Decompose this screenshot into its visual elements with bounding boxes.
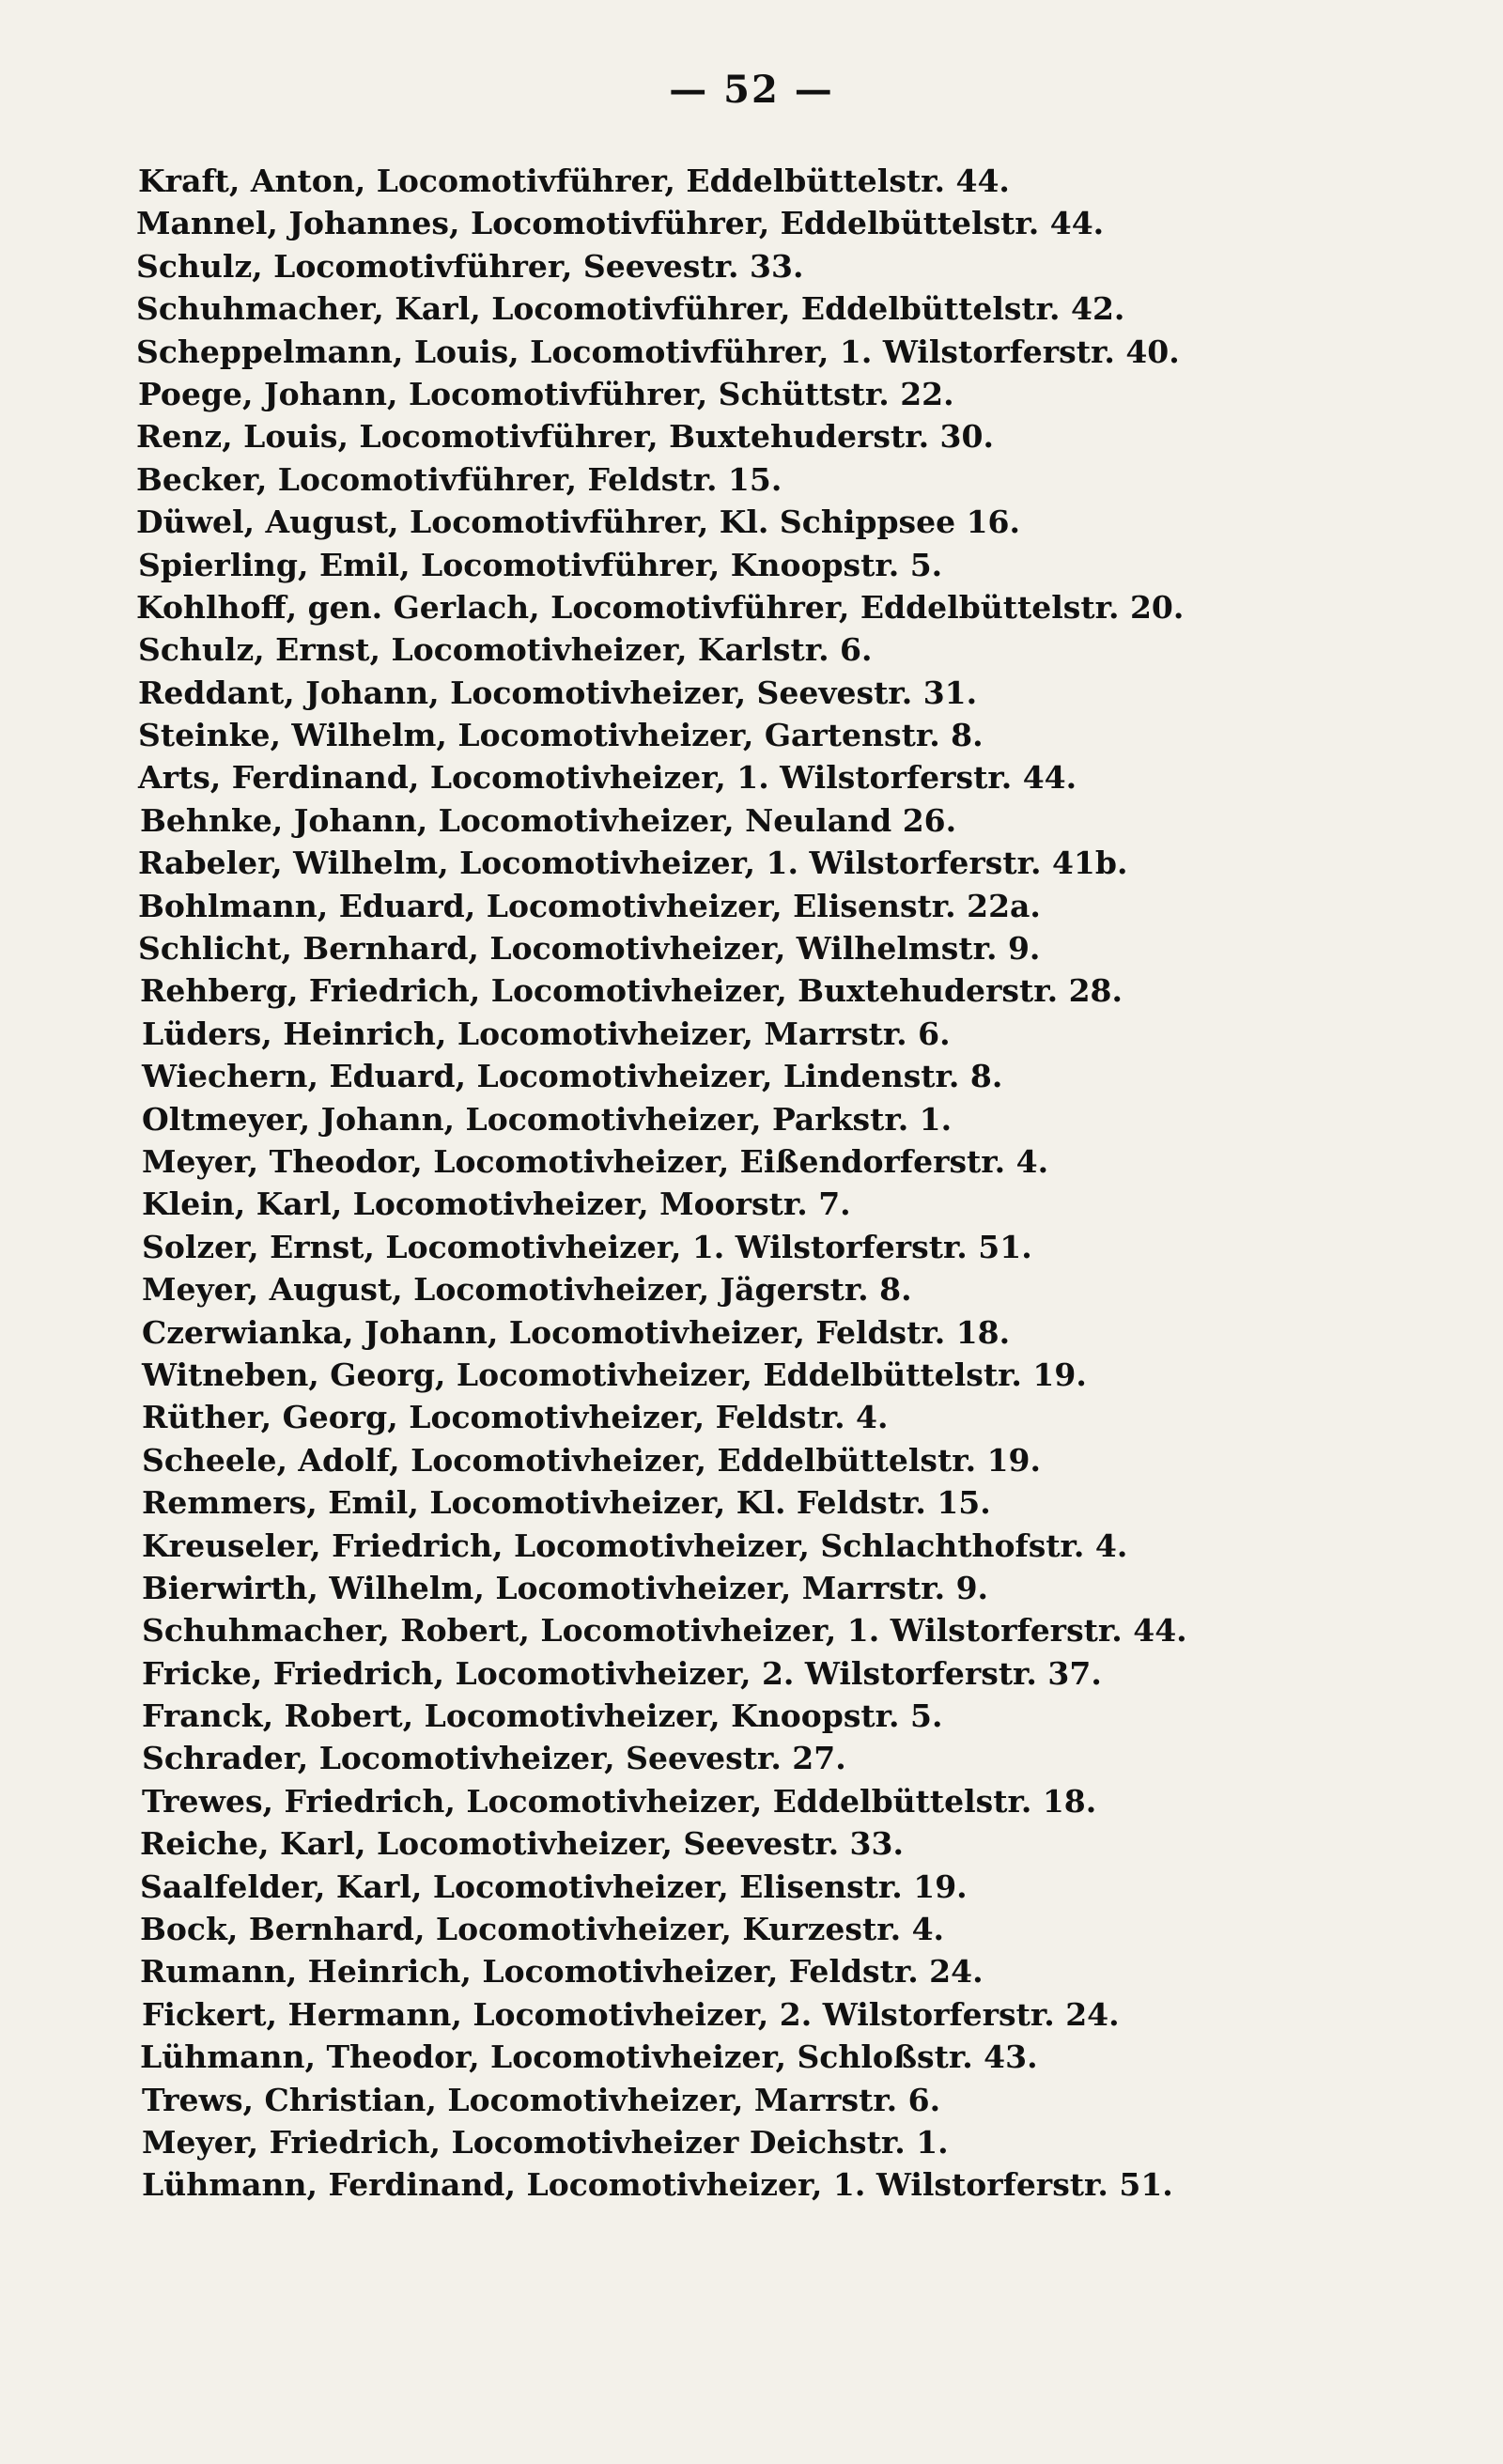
directory-entry: Schulz, Ernst, Locomotivheizer, Karlstr. 6. — [138, 631, 873, 669]
directory-entry: Behnke, Johann, Locomotivheizer, Neuland 26. — [140, 801, 957, 839]
directory-entry: Bohlmann, Eduard, Locomotivheizer, Elisenstr. 22a. — [138, 887, 1041, 924]
directory-entry: Reiche, Karl, Locomotivheizer, Seevestr. 33. — [140, 1825, 904, 1863]
directory-entry: Klein, Karl, Locomotivheizer, Moorstr. 7. — [142, 1186, 851, 1223]
directory-entry: Rumann, Heinrich, Locomotivheizer, Feldstr. 24. — [140, 1953, 984, 1991]
directory-entry: Bierwirth, Wilhelm, Locomotivheizer, Marrstr. 9. — [142, 1569, 989, 1606]
directory-entry: Schulz, Locomotivführer, Seevestr. 33. — [136, 247, 804, 285]
directory-entry: Saalfelder, Karl, Locomotivheizer, Elisenstr. 19. — [140, 1867, 968, 1905]
directory-entry: Witneben, Georg, Locomotivheizer, Eddelbüttelstr. 19. — [142, 1356, 1087, 1393]
directory-entry: Mannel, Johannes, Locomotivführer, Eddelbüttelstr. 44. — [136, 205, 1105, 242]
directory-entry: Czerwianka, Johann, Locomotivheizer, Feldstr. 18. — [142, 1313, 1011, 1351]
directory-entry: Rüther, Georg, Locomotivheizer, Feldstr. 4. — [142, 1399, 889, 1436]
directory-entry: Meyer, Theodor, Locomotivheizer, Eißendorferstr. 4. — [142, 1142, 1049, 1180]
directory-entry: Düwel, August, Locomotivführer, Kl. Schippsee 16. — [136, 504, 1020, 541]
directory-entry: Scheppelmann, Louis, Locomotivführer, 1. Wilstorferstr. 40. — [136, 333, 1180, 370]
directory-entry: Lühmann, Theodor, Locomotivheizer, Schloßstr. 43. — [140, 2038, 1038, 2076]
directory-entry: Lühmann, Ferdinand, Locomotivheizer, 1. Wilstorferstr. 51. — [142, 2166, 1173, 2204]
directory-entry: Meyer, Friedrich, Locomotivheizer Deichstr. 1. — [142, 2123, 949, 2161]
directory-entry: Reddant, Johann, Locomotivheizer, Seevestr. 31. — [138, 674, 978, 711]
page-number: — 52 — — [669, 68, 834, 112]
directory-entry: Solzer, Ernst, Locomotivheizer, 1. Wilstorferstr. 51. — [142, 1228, 1032, 1265]
directory-entry: Poege, Johann, Locomotivführer, Schüttstr. 22. — [138, 375, 954, 412]
directory-entry: Franck, Robert, Locomotivheizer, Knoopstr. 5. — [142, 1697, 943, 1735]
directory-entry: Wiechern, Eduard, Locomotivheizer, Lindenstr. 8. — [142, 1058, 1003, 1095]
directory-entry: Oltmeyer, Johann, Locomotivheizer, Parkstr. 1. — [142, 1100, 953, 1138]
directory-entry: Renz, Louis, Locomotivführer, Buxtehuderstr. 30. — [136, 418, 994, 456]
directory-entry: Scheele, Adolf, Locomotivheizer, Eddelbüttelstr. 19. — [142, 1441, 1041, 1479]
directory-entry: Rehberg, Friedrich, Locomotivheizer, Buxtehuderstr. 28. — [140, 972, 1123, 1010]
directory-entry: Trews, Christian, Locomotivheizer, Marrstr. 6. — [142, 2081, 941, 2118]
directory-entry: Becker, Locomotivführer, Feldstr. 15. — [136, 460, 782, 498]
directory-entry: Schuhmacher, Karl, Locomotivführer, Eddelbüttelstr. 42. — [136, 290, 1125, 328]
directory-entry: Fricke, Friedrich, Locomotivheizer, 2. Wilstorferstr. 37. — [142, 1654, 1102, 1692]
directory-entry: Remmers, Emil, Locomotivheizer, Kl. Feldstr. 15. — [142, 1484, 991, 1522]
directory-entry: Bock, Bernhard, Locomotivheizer, Kurzestr. 4. — [140, 1911, 945, 1948]
directory-entry: Kreuseler, Friedrich, Locomotivheizer, Schlachthofstr. 4. — [142, 1526, 1128, 1564]
directory-entry: Arts, Ferdinand, Locomotivheizer, 1. Wilstorferstr. 44. — [138, 759, 1077, 797]
directory-entry: Fickert, Hermann, Locomotivheizer, 2. Wilstorferstr. 24. — [142, 1995, 1120, 2033]
directory-entry: Spierling, Emil, Locomotivführer, Knoopstr. 5. — [138, 546, 943, 583]
directory-entry: Kraft, Anton, Locomotivführer, Eddelbüttelstr. 44. — [138, 163, 1010, 199]
directory-entry: Lüders, Heinrich, Locomotivheizer, Marrstr. 6. — [142, 1015, 951, 1052]
directory-entry: Steinke, Wilhelm, Locomotivheizer, Gartenstr. 8. — [138, 717, 984, 754]
directory-entry: Schrader, Locomotivheizer, Seevestr. 27. — [142, 1740, 846, 1777]
directory-entry: Trewes, Friedrich, Locomotivheizer, Eddelbüttelstr. 18. — [142, 1782, 1097, 1820]
directory-entry: Kohlhoff, gen. Gerlach, Locomotivführer, Eddelbüttelstr. 20. — [136, 588, 1185, 626]
directory-entry: Schuhmacher, Robert, Locomotivheizer, 1. Wilstorferstr. 44. — [142, 1612, 1187, 1650]
directory-entry: Meyer, August, Locomotivheizer, Jägerstr. 8. — [142, 1271, 912, 1309]
entry-list — [0, 160, 1503, 2207]
directory-entry: Schlicht, Bernhard, Locomotivheizer, Wilhelmstr. 9. — [138, 930, 1041, 968]
directory-entry: Rabeler, Wilhelm, Locomotivheizer, 1. Wilstorferstr. 41b. — [138, 845, 1128, 882]
